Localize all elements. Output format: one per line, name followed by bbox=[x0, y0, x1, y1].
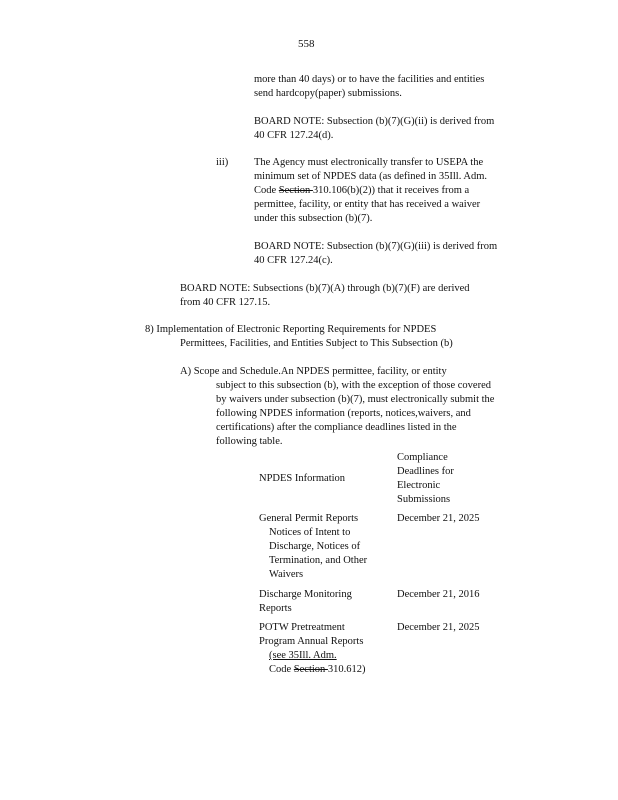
text-line: Deadlines for bbox=[397, 466, 454, 477]
table-cell-line: Waivers bbox=[269, 569, 304, 580]
text-line: subject to this subsection (b), with the exception of those covered bbox=[216, 380, 491, 391]
table-cell-line: Discharge Monitoring bbox=[259, 589, 352, 600]
text-line: Electronic bbox=[397, 480, 441, 491]
table-cell-line: Notices of Intent to bbox=[269, 527, 351, 538]
table-header-compliance-deadlines bbox=[397, 451, 477, 507]
table-cell-line: Reports bbox=[259, 603, 292, 614]
text-line: certifications) after the compliance deadlines listed in the bbox=[216, 422, 457, 433]
text-segment: 310.106(b)(2)) that it receives from a bbox=[312, 185, 470, 196]
text-line: The Agency must electronically transfer to USEPA the bbox=[254, 157, 484, 168]
item-iii-label: iii) bbox=[216, 157, 229, 168]
text-line: more than 40 days) or to have the facilities and entities bbox=[254, 74, 485, 85]
text-line: A) Scope and Schedule.An NPDES permittee, facility, or entity bbox=[180, 366, 447, 377]
table-row bbox=[259, 588, 379, 616]
table-cell-deadline: December 21, 2025 bbox=[397, 622, 480, 633]
item-A-scope-and-schedule bbox=[180, 365, 530, 449]
subsection-b7-G-ii-continuation bbox=[254, 73, 526, 101]
table-cell-line: Discharge, Notices of bbox=[269, 541, 361, 552]
table-cell-line: Termination, and Other bbox=[269, 555, 368, 566]
underlined-text: (see 35Ill. Adm. bbox=[269, 650, 337, 661]
text-line: 8) Implementation of Electronic Reporting Requirements for NPDES bbox=[145, 324, 437, 335]
table-cell-line: General Permit Reports bbox=[259, 513, 359, 524]
text-segment: Code bbox=[269, 664, 294, 675]
item-8-heading bbox=[145, 323, 495, 351]
page-number: 558 bbox=[298, 38, 315, 50]
table-cell-line: POTW Pretreatment bbox=[259, 622, 345, 633]
text-segment: 310.612) bbox=[327, 664, 366, 675]
text-line bbox=[254, 184, 526, 198]
table-cell-deadline: December 21, 2025 bbox=[397, 513, 480, 524]
table-row bbox=[259, 621, 379, 677]
text-line: Submissions bbox=[397, 494, 451, 505]
text-line: following NPDES information (reports, notices,waivers, and bbox=[216, 408, 471, 419]
text-segment: Code bbox=[254, 185, 279, 196]
text-line: permittee, facility, or entity that has received a waiver bbox=[254, 199, 481, 210]
text-line: send hardcopy(paper) submissions. bbox=[254, 88, 402, 99]
text-line: under this subsection (b)(7). bbox=[254, 213, 373, 224]
struck-text: Section bbox=[293, 664, 328, 675]
text-line: 40 CFR 127.24(c). bbox=[254, 255, 333, 266]
board-note-b7-G-iii bbox=[254, 240, 530, 268]
board-note-b7-G-ii bbox=[254, 115, 526, 143]
text-line: Compliance bbox=[397, 452, 448, 463]
text-line: 40 CFR 127.24(d). bbox=[254, 130, 334, 141]
table-cell-line: Program Annual Reports bbox=[259, 636, 364, 647]
item-iii-text bbox=[254, 156, 526, 226]
board-note-b7 bbox=[180, 282, 510, 310]
text-line: BOARD NOTE: Subsections (b)(7)(A) through (b)(7)(F) are derived bbox=[180, 283, 470, 294]
text-line: minimum set of NPDES data (as defined in 35Ill. Adm. bbox=[254, 171, 488, 182]
table-header-npdes-information: NPDES Information bbox=[259, 473, 346, 484]
text-line: from 40 CFR 127.15. bbox=[180, 297, 271, 308]
struck-text: Section bbox=[278, 185, 313, 196]
text-line: by waivers under subsection (b)(7), must electronically submit the bbox=[216, 394, 495, 405]
text-line: Permittees, Facilities, and Entities Subject to This Subsection (b) bbox=[180, 338, 453, 349]
text-line: BOARD NOTE: Subsection (b)(7)(G)(iii) is derived from bbox=[254, 241, 498, 252]
table-cell-deadline: December 21, 2016 bbox=[397, 589, 480, 600]
table-cell-line bbox=[259, 663, 379, 677]
text-line: BOARD NOTE: Subsection (b)(7)(G)(ii) is derived from bbox=[254, 116, 495, 127]
table-row bbox=[259, 512, 379, 582]
text-line: following table. bbox=[216, 436, 283, 447]
table-cell-line bbox=[259, 649, 379, 663]
